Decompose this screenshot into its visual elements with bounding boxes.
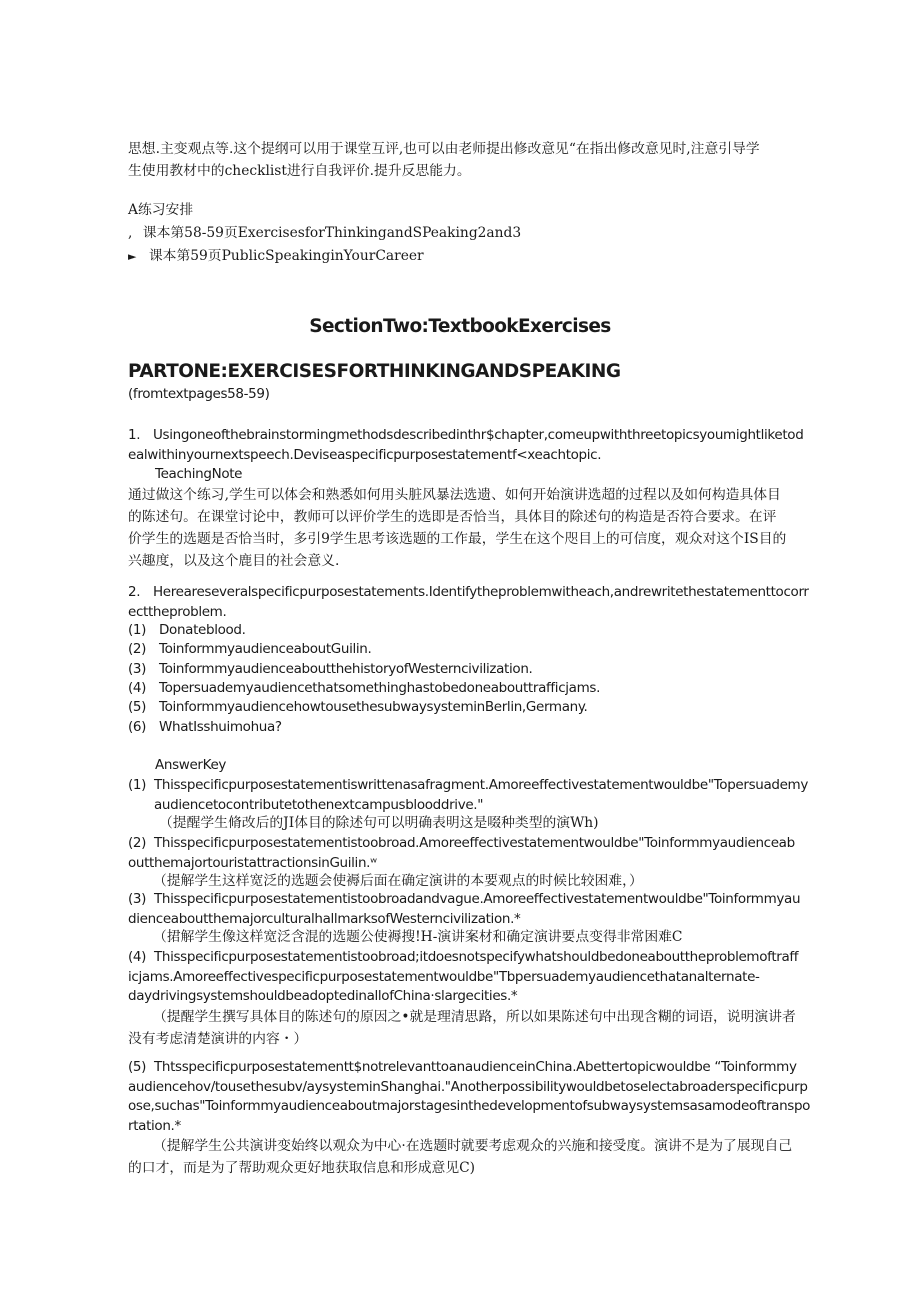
question-text: Usingoneofthebrainstormingmethodsdescribedinthr$chapter,comeupwiththreetopicsyoumightliketod bbox=[153, 427, 804, 443]
question-2 bbox=[128, 583, 809, 622]
practice-heading: A练习安排 bbox=[128, 202, 194, 218]
answer-3: (3) Thisspecificpurposestatementistoobroadandvague.Amoreeffectivestatementwouldbe"Toinformmyau dienceaboutthemajorculturalhallmarksofWesterncivilization.* bbox=[128, 891, 801, 927]
teaching-note bbox=[128, 484, 792, 572]
intro-paragraph bbox=[128, 138, 792, 182]
teaching-note-label: TeachingNote bbox=[155, 466, 243, 482]
list-item: (6) WhatIsshuimohua? bbox=[128, 719, 282, 735]
intro-line: 生使用教材中的checklist进行自我评价.提升反思能力。 bbox=[128, 163, 471, 179]
practice-section bbox=[128, 199, 792, 268]
question-text: ealwithinyournextspeech.Deviseaspecificpurposestatementf<xeachtopic. bbox=[128, 446, 602, 463]
note-line: 价学生的选题是否恰当时，多引9学生思考该选题的工作最，学生在这个咫目上的可信度，观众对这个IS目的 bbox=[128, 531, 787, 547]
practice-item-text: 课本第59页PublicSpeakinginYourCareer bbox=[148, 248, 424, 264]
answer-2-note: （提解学生这样宽泛的选题会使褥后面在确定演讲的本要观点的时候比较困难，） bbox=[153, 873, 643, 889]
question-text: Hereareseveralspecificpurposestatements.Identifytheproblemwitheach,andrewritethestatementtocorr bbox=[153, 584, 809, 600]
answer-3-note: （捃解学生像这样宽泛含混的选题公使褥搜!H-演讲案材和确定演讲要点变得非常困难C bbox=[153, 929, 683, 945]
answer-2: (2) Thisspecificpurposestatementistoobroad.Amoreeffectivestatementwouldbe"Toinformmyaudienceab outthemajortouristattractionsinGuilin.ʷ bbox=[128, 835, 795, 871]
question-1 bbox=[128, 426, 804, 485]
answer-1-note: （提醒学生脩改后的JI体目的除述句可以明确表明这是啜种类型的演Wh) bbox=[159, 815, 599, 831]
list-item: (5) ToinformmyaudiencehowtousethesubwaysysteminBerlin,Germany. bbox=[128, 699, 588, 715]
note-line: 通过做这个练习,学生可以体会和熟悉如何用头脏风暴法选遗、如何开始演讲选超的过程以及如何构造具体目 bbox=[128, 487, 781, 503]
answer-5: (5) Thtsspecificpurposestatementt$notrelevanttoanaudienceinChina.Abettertopicwouldbe “Toinformmy audiencehov/tousethesubv/aysysteminShanghai."Anotherpossibilitywouldbetoselectabroaderspecificpurp ose,suchas"Toinformmyaudienceaboutmajorstagesinthedevelopmentofsubwaysystemsasamodeoftranspo rtation.* bbox=[128, 1059, 811, 1134]
answer-5-note: （提解学生公共演讲变始终以观众为中心·在选题时就要考虑观众的兴施和接受度。演讲不是为了展现自己 的口才，而是为了帮助观众更好地获取信息和形成意见C) bbox=[128, 1138, 793, 1176]
question-number: 1. bbox=[128, 427, 141, 443]
note-line: 兴趣度，以及这个鹿目的社会意义. bbox=[128, 553, 340, 569]
answer-4: (4) Thisspecificpurposestatementistoobroad;itdoesnotspecifywhatshouldbedoneabouttheproblemoftraff icjams.Amoreeffectivespecificpurposestatementwouldbe"Tbpersuademyaudiencethatanalternate- daydrivingsystemshouldbeadoptedinallofChina·slargecities.* bbox=[128, 949, 799, 1004]
answer-4-note: （提醒学生撰写具体目的陈述句的原因之•就是理清思路，所以如果陈述句中出现含糊的词语，说明演讲者 没有考虑清楚演讲的内容・） bbox=[128, 1009, 796, 1047]
part-subtitle: (fromtextpages58-59) bbox=[128, 386, 270, 402]
part-title: PARTONE:EXERCISESFORTHINKINGANDSPEAKING bbox=[128, 361, 621, 382]
practice-bullet: , bbox=[128, 225, 133, 241]
list-item: (4) Topersuademyaudiencethatsomethinghastobedoneabouttrafficjams. bbox=[128, 680, 601, 696]
question-number: 2. bbox=[128, 584, 141, 600]
intro-line: 思想.主变观点等.这个提纲可以用于课堂互评,也可以由老师提出修改意见“在指出修改意见时,注意引导学 bbox=[128, 141, 760, 157]
practice-item bbox=[128, 222, 792, 245]
list-item: (2) ToinformmyaudienceaboutGuilin. bbox=[128, 641, 372, 657]
arrow-bullet-icon: ► bbox=[128, 250, 137, 263]
practice-item bbox=[128, 245, 792, 268]
answer-1: (1) Thisspecificpurposestatementiswrittenasafragment.Amoreeffectivestatementwouldbe"Topersuademy audiencetocontributetothenextcampusblooddrive." bbox=[128, 777, 809, 813]
practice-item-text: 课本第58-59页ExercisesforThinkingandSPeaking2and3 bbox=[142, 225, 522, 241]
answer-key-label: AnswerKey bbox=[155, 757, 227, 773]
question-text: ecttheproblem. bbox=[128, 603, 227, 620]
note-line: 的陈述句。在课堂讨论中，教师可以评价学生的选即是否恰当，具体目的除述句的构造是否符合要求。在评 bbox=[128, 509, 777, 525]
list-item: (1) Donateblood. bbox=[128, 622, 246, 638]
list-item: (3) ToinformmyaudienceaboutthehistoryofWesterncivilization. bbox=[128, 661, 533, 677]
section-title: SectionTwo:TextbookExercises bbox=[309, 316, 611, 337]
